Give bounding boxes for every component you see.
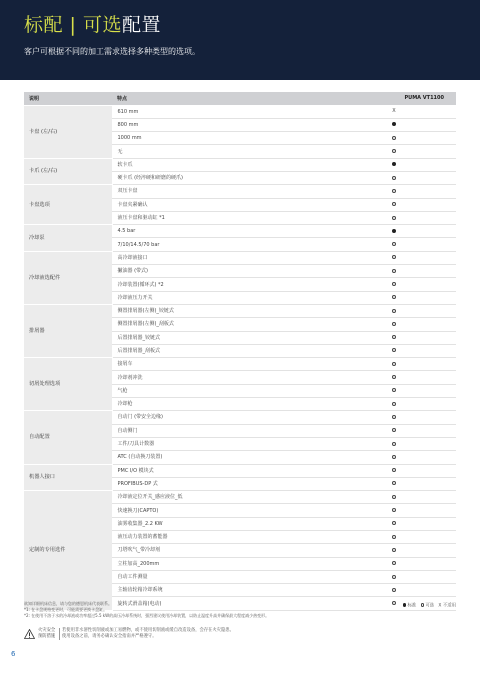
feature-cell: 主轴齿轮箱冷却系统 (112, 584, 332, 597)
optional-circle-icon (392, 242, 396, 246)
availability-cell (332, 464, 456, 477)
feature-cell: 液压动力装置的蓄能器 (112, 531, 332, 544)
legend (403, 603, 456, 608)
standard-dot-icon (392, 122, 396, 126)
feature-cell: 高冷却液接口 (112, 251, 332, 264)
optional-circle-icon (421, 603, 425, 607)
availability-cell (332, 544, 456, 557)
feature-cell: 侧置排屑器(左侧)_铰链式 (112, 304, 332, 317)
optional-circle-icon (392, 348, 396, 352)
availability-cell (332, 171, 456, 184)
category-cell: 自动配置 (24, 411, 112, 464)
column-header-category: 说明 (24, 92, 112, 105)
availability-cell (332, 437, 456, 450)
optional-circle-icon (392, 388, 396, 392)
availability-cell (332, 238, 456, 251)
table-row (24, 491, 456, 504)
feature-cell: 1000 mm (112, 132, 332, 145)
optional-circle-icon (392, 468, 396, 472)
optional-circle-icon (392, 415, 396, 419)
optional-circle-icon (392, 309, 396, 313)
safety-text (62, 628, 234, 640)
feature-cell: 7/10/14.5/70 bar (112, 238, 332, 251)
page-subtitle: 客户可根据不同的加工需求选择多种类型的选项。 (24, 47, 200, 56)
category-cell: 排屑器 (24, 304, 112, 357)
feature-cell: PMC I/O 模块式 (112, 464, 332, 477)
availability-cell (332, 398, 456, 411)
legend-na-label: 不适用 (442, 603, 456, 609)
feature-cell: 后置排屑器_铰链式 (112, 331, 332, 344)
feature-cell: PROFIBUS-DP 式 (112, 477, 332, 490)
availability-cell (332, 185, 456, 198)
safety-label-line-2: 预防措施 (38, 634, 56, 639)
feature-cell: 硬卡爪 (经淬硬和研磨的硬爪) (112, 171, 332, 184)
feature-cell: 接屑车 (112, 358, 332, 371)
table-body (24, 105, 456, 610)
legend-optional-label: 可选 (425, 603, 435, 609)
feature-cell: 刀塔吹气_带冷却剂 (112, 544, 332, 557)
optional-circle-icon (392, 216, 396, 220)
optional-circle-icon (392, 481, 396, 485)
table-header-row (24, 92, 456, 105)
feature-cell: 气枪 (112, 384, 332, 397)
optional-circle-icon (392, 335, 396, 339)
optional-circle-icon (392, 282, 396, 286)
availability-cell (332, 251, 456, 264)
category-cell: 冷却液选配件 (24, 251, 112, 304)
category-cell: 卡爪 (左/右) (24, 158, 112, 185)
optional-circle-icon (392, 375, 396, 379)
feature-cell: 610 mm (112, 105, 332, 118)
feature-cell: ATC (自动换刀装置) (112, 451, 332, 464)
feature-cell: 快速换刀(CAPTO) (112, 504, 332, 517)
table-row (24, 185, 456, 198)
optional-circle-icon (392, 136, 396, 140)
footnote-1: *1: 在卡盘规格变更时，可能需要更换卡盘缸。 (24, 607, 108, 612)
feature-cell: 冷却液压力开关 (112, 291, 332, 304)
category-cell: 机器人接口 (24, 464, 112, 491)
feature-cell: 4.5 bar (112, 225, 332, 238)
page-header (0, 0, 480, 80)
optional-circle-icon (392, 322, 396, 326)
feature-cell: 油雾收集器_2.2 KW (112, 517, 332, 530)
footnote-2: *2: 在使用不溶于水的冷却液或功率超过5.5 kW的高压冷却系统时，强烈建议使用冷却装置，以防止温度升高并确保最大程度减少热变形。 (24, 613, 270, 618)
availability-cell (332, 291, 456, 304)
feature-cell: 冷却枪 (112, 398, 332, 411)
availability-cell (332, 331, 456, 344)
options-table (24, 92, 456, 611)
availability-cell (332, 504, 456, 517)
feature-cell: 立柱加高_200mm (112, 557, 332, 570)
feature-cell: 自动工件测量 (112, 570, 332, 583)
availability-cell (332, 570, 456, 583)
optional-circle-icon (392, 535, 396, 539)
optional-circle-icon (392, 402, 396, 406)
availability-cell (332, 557, 456, 570)
optional-circle-icon (392, 508, 396, 512)
table-row (24, 464, 456, 477)
column-header-feature: 特点 (112, 92, 332, 105)
availability-cell (332, 158, 456, 171)
safety-divider (59, 628, 60, 640)
category-cell: 卡盘 (左/右) (24, 105, 112, 158)
feature-cell: 软卡爪 (112, 158, 332, 171)
feature-cell: 工件/刀具计数器 (112, 437, 332, 450)
standard-dot-icon (403, 603, 407, 607)
safety-label-line-1: 火灾安全 (38, 628, 56, 633)
category-cell: 切屑处理选项 (24, 358, 112, 411)
availability-cell (332, 424, 456, 437)
availability-cell (332, 304, 456, 317)
feature-cell: 自动侧门 (112, 424, 332, 437)
availability-cell (332, 584, 456, 597)
availability-cell (332, 278, 456, 291)
safety-label (38, 628, 55, 640)
availability-cell (332, 477, 456, 490)
availability-cell (332, 384, 456, 397)
table-row (24, 304, 456, 317)
feature-cell: 卡盘夹紧确认 (112, 198, 332, 211)
category-cell: 冷却泵 (24, 225, 112, 252)
page-title-accent: 标配 | 可选 (24, 14, 122, 36)
table-row (24, 251, 456, 264)
feature-cell: 侧置排屑器(左侧)_刮板式 (112, 318, 332, 331)
optional-circle-icon (392, 521, 396, 525)
availability-cell (332, 225, 456, 238)
availability-cell (332, 491, 456, 504)
page-title-rest: 配置 (121, 14, 161, 36)
fire-safety-notice (24, 628, 324, 646)
availability-cell (332, 105, 456, 118)
availability-cell (332, 531, 456, 544)
category-cell: 卡盘选项 (24, 185, 112, 225)
safety-text-line-2: 使用设备之前，请务必确认安全指南并严格遵守。 (62, 634, 157, 639)
availability-cell (332, 118, 456, 131)
availability-cell (332, 211, 456, 224)
optional-circle-icon (392, 269, 396, 273)
safety-text-line-1: 若使用非水溶性切削液或加工易燃物，或不使用切削液或缓自改造设备，会存在火灾隐患。 (62, 628, 234, 633)
feature-cell: 冷却装置(循环式) *2 (112, 278, 332, 291)
feature-cell: 800 mm (112, 118, 332, 131)
optional-circle-icon (392, 255, 396, 259)
availability-cell (332, 411, 456, 424)
optional-circle-icon (392, 495, 396, 499)
availability-cell (332, 451, 456, 464)
availability-cell (332, 358, 456, 371)
feature-cell: 旋转式滑盖箱(电动) (112, 597, 332, 610)
feature-cell: 双压卡盘 (112, 185, 332, 198)
availability-cell (332, 318, 456, 331)
feature-cell: 冷却剂冲洗 (112, 371, 332, 384)
optional-circle-icon (392, 202, 396, 206)
standard-dot-icon (392, 162, 396, 166)
optional-circle-icon (392, 428, 396, 432)
availability-cell (332, 132, 456, 145)
table-row (24, 158, 456, 171)
availability-cell (332, 517, 456, 530)
feature-cell: 撇油器 (带式) (112, 265, 332, 278)
legend-na-symbol: X (438, 603, 442, 609)
feature-cell: 液压卡盘和驱动缸 *1 (112, 211, 332, 224)
table-row (24, 105, 456, 118)
optional-circle-icon (392, 601, 396, 605)
optional-circle-icon (392, 455, 396, 459)
optional-circle-icon (392, 548, 396, 552)
page-title (24, 14, 161, 36)
optional-circle-icon (392, 575, 396, 579)
availability-cell (332, 344, 456, 357)
feature-cell: 后置排屑器_刮板式 (112, 344, 332, 357)
availability-cell (332, 145, 456, 158)
optional-circle-icon (392, 295, 396, 299)
legend-standard-label: 标准 (407, 603, 417, 609)
standard-dot-icon (392, 229, 396, 233)
availability-cell (332, 371, 456, 384)
table-row (24, 225, 456, 238)
warning-triangle-icon (24, 629, 35, 639)
feature-cell: 自动门 (带安全边缘) (112, 411, 332, 424)
feature-cell: 无 (112, 145, 332, 158)
optional-circle-icon (392, 442, 396, 446)
footnote-contact: 欲知详细机床信息，请与您的德恩机床代表联系。 (24, 601, 112, 606)
optional-circle-icon (392, 189, 396, 193)
optional-circle-icon (392, 176, 396, 180)
optional-circle-icon (392, 588, 396, 592)
feature-cell: 冷却液定位开关_感应液位_低 (112, 491, 332, 504)
table-row (24, 411, 456, 424)
optional-circle-icon (392, 149, 396, 153)
column-header-model: PUMA VT1100 (332, 92, 456, 105)
table-row (24, 358, 456, 371)
page-number: 6 (11, 650, 16, 658)
availability-cell (332, 198, 456, 211)
optional-circle-icon (392, 561, 396, 565)
not-applicable-mark: X (392, 108, 396, 115)
category-cell: 定制的专用选件 (24, 491, 112, 611)
optional-circle-icon (392, 362, 396, 366)
availability-cell (332, 265, 456, 278)
